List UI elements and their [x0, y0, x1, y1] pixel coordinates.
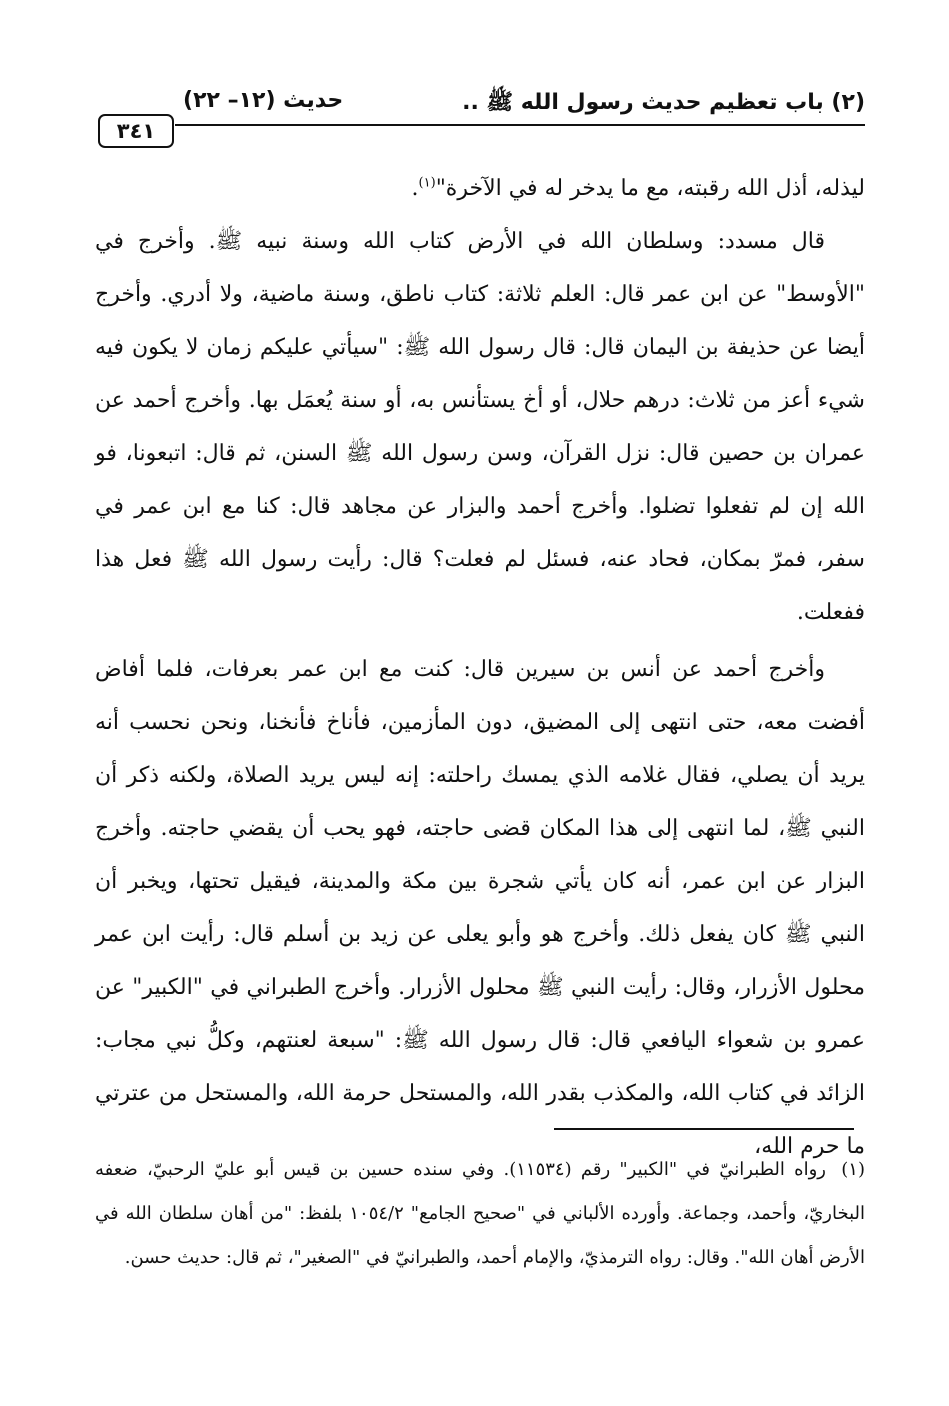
footnote-separator — [554, 1128, 854, 1130]
paragraph-1-text: ليذله، أذل الله رقبته، مع ما يدخر له في الآخرة" — [435, 176, 865, 201]
paragraph-1-end: . — [411, 176, 419, 201]
footnote-1 — [95, 1148, 865, 1280]
page-header — [95, 88, 865, 148]
paragraph-3: وأخرج أحمد عن أنس بن سيرين قال: كنت مع ابن عمر بعرفات، فلما أفاض أفضت معه، حتى انتهى إلى المضيق، دون المأزمين، فأناخ فأنخنا، ونحن نحسب أنه يريد أن يصلي، فقال غلامه الذي يمسك راحلته: إنه ليس يريد الصلاة، ولكنه ذكر أن النبي ﷺ، لما انتهى إلى هذا المكان قضى حاجته، فهو يحب أن يقضي حاجته. وأخرج البزار عن ابن عمر، أنه كان يأتي شجرة بين مكة والمدينة، فيقيل تحتها، ويخبر أن النبي ﷺ كان يفعل ذلك. وأخرج هو وأبو يعلى عن زيد بن أسلم قال: رأيت ابن عمر محلول الأزرار، وقال: رأيت النبي ﷺ محلول الأزرار. وأخرج الطبراني في "الكبير" عن عمرو بن شعواء اليافعي قال: قال رسول الله ﷺ: "سبعة لعنتهم، وكلُّ نبي مجاب: الزائد في كتاب الله، والمكذب بقدر الله، والمستحل حرمة الله، والمستحل من عترتي ما حرم الله، — [95, 657, 865, 1159]
footnote-number: (١) — [841, 1159, 865, 1180]
page-number-box — [98, 114, 174, 148]
hadith-range: حديث (١٢– ٢٢) — [183, 88, 344, 113]
page-number: ٣٤١ — [116, 119, 156, 143]
main-text — [95, 162, 865, 1173]
footnote-text: رواه الطبرانيّ في "الكبير" رقم (١١٥٣٤). وفي سنده حسين بن قيس أبو عليّ الرحبيّ، ضعفه البخاريّ، وأحمد، وجماعة. وأورده الألباني في "صحيح الجامع" ١٠٥٤/٢ بلفظ: "من أهان سلطان الله في الأرض أهان الله". وقال: رواه الترمذيّ، والإمام أحمد، والطبرانيّ في "الصغير"، ثم قال: حديث حسن. — [95, 1159, 865, 1268]
footnote-ref: (١) — [418, 175, 436, 191]
header-rule — [175, 124, 865, 126]
footnote — [95, 1148, 865, 1280]
chapter-title: (٢) باب تعظيم حديث رسول الله ﷺ .. — [462, 90, 865, 115]
paragraph-2: قال مسدد: وسلطان الله في الأرض كتاب الله وسنة نبيه ﷺ. وأخرج في "الأوسط" عن ابن عمر قال: العلم ثلاثة: كتاب ناطق، وسنة ماضية، ولا أدري. وأخرج أيضا عن حذيفة بن اليمان قال: قال رسول الله ﷺ: "سيأتي عليكم زمان لا يكون فيه شيء أعز من ثلاث: درهم حلال، أو أخ يستأنس به، أو سنة يُعمَل بها. وأخرج أحمد عن عمران بن حصين قال: نزل القرآن، وسن رسول الله ﷺ السنن، ثم قال: اتبعونا، فو الله إن لم تفعلوا تضلوا. وأخرج أحمد والبزار عن مجاهد قال: كنا مع ابن عمر في سفر، فمرّ بمكان، فحاد عنه، فسئل لم فعلت؟ قال: رأيت رسول الله ﷺ فعل هذا ففعلت. — [95, 229, 865, 625]
paragraph-1 — [95, 162, 865, 215]
